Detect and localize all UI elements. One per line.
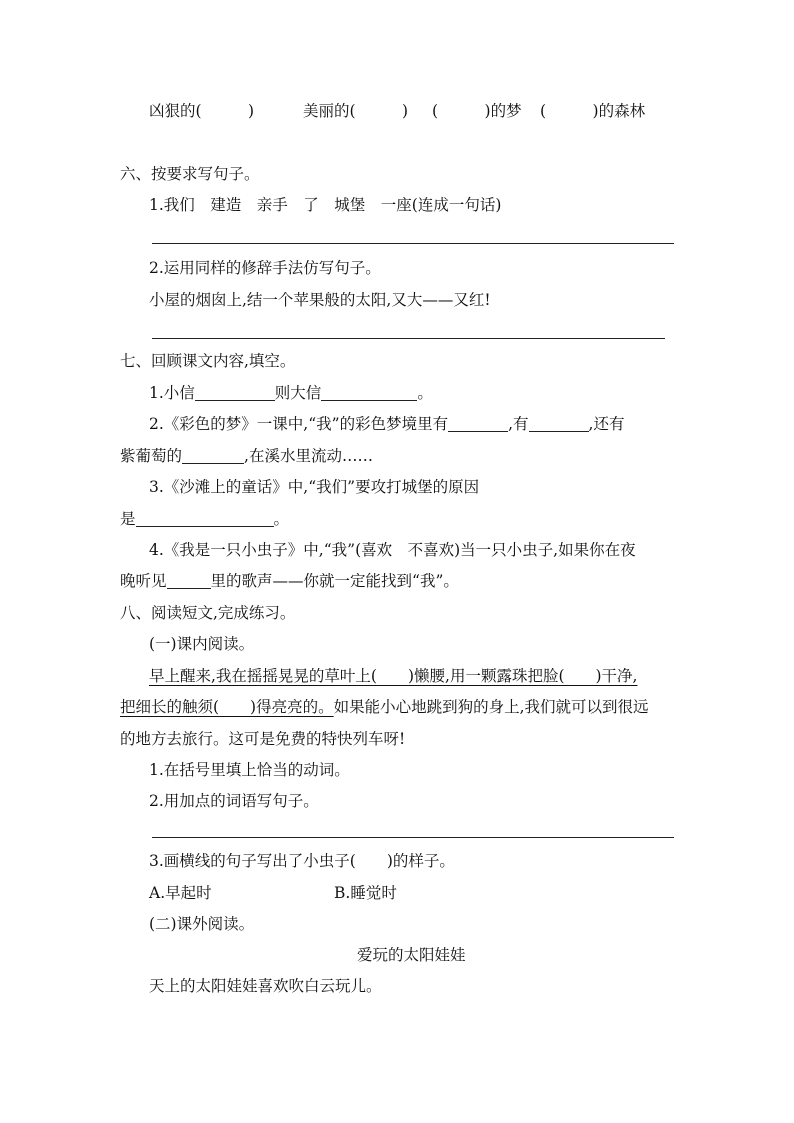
sec6-question-1: 1.我们 建造 亲手 了 城堡 一座(连成一句话) — [149, 196, 502, 214]
sec7-q4-text-c: 里的歌声——你就一定能找到“我”。 — [210, 572, 459, 590]
sec6-question-2: 2.运用同样的修辞手法仿写句子。 — [149, 259, 381, 277]
option-b: B.睡觉时 — [334, 884, 397, 902]
sec7-question-3-cont — [120, 509, 289, 529]
sec8-question-2: 2.用加点的词语写句子。 — [149, 792, 319, 810]
section-7-title: 七、回顾课文内容,填空。 — [120, 352, 296, 370]
section-8-title: 八、阅读短文,完成练习。 — [120, 604, 296, 622]
phrase-beautiful: 美丽的( ) — [303, 102, 409, 120]
passage-line-2-rest: 如果能小心地跳到狗的身上,我们就可以到很远 — [333, 698, 649, 716]
answer-line-sec6-q2[interactable] — [152, 338, 665, 339]
sec7-q1-text-c: 。 — [417, 384, 433, 402]
part-1-title: (一)课内阅读。 — [149, 635, 255, 653]
sec7-q2-text-c: ,还有 — [588, 415, 625, 433]
sec7-q1-text-a: 1.小信 — [149, 384, 195, 402]
blank-sec7-q4[interactable] — [167, 572, 211, 589]
option-a: A.早起时 — [149, 884, 212, 902]
passage-line-2 — [120, 697, 649, 717]
sec7-question-4: 4.《我是一只小虫子》中,“我”(喜欢 不喜欢)当一只小虫子,如果你在夜 — [149, 541, 636, 559]
sec7-question-2-cont — [120, 446, 373, 466]
blank-sec7-q2-b[interactable] — [529, 415, 589, 432]
part-2-title: (二)课外阅读。 — [149, 915, 255, 933]
passage-line-1: 早上醒来,我在摇摇晃晃的草叶上( )懒腰,用一颗露珠把脸( )干净, — [149, 667, 638, 685]
sec7-q3-text-c: 。 — [273, 510, 290, 528]
sec7-question-3: 3.《沙滩上的童话》中,“我们”要攻打城堡的原因 — [149, 478, 480, 496]
sec8-question-1: 1.在括号里填上恰当的动词。 — [149, 761, 350, 779]
sec7-q4-text-b: 晚听见 — [120, 572, 167, 590]
blank-sec7-q2-c[interactable] — [182, 447, 244, 464]
blank-sec7-q2-a[interactable] — [448, 415, 508, 432]
answer-line-sec8-q2[interactable] — [152, 837, 674, 838]
sec8-question-3: 3.画横线的句子写出了小虫子( )的样子。 — [149, 852, 455, 870]
passage-underlined-sentence: 把细长的触须( )得亮亮的。 — [120, 698, 334, 716]
sec7-q2-text-e: ,在溪水里流动…… — [244, 447, 373, 465]
story-line-1: 天上的太阳娃娃喜欢吹白云玩儿。 — [149, 977, 382, 995]
story-title: 爱玩的太阳娃娃 — [357, 946, 466, 964]
phrase-dream: ( )的梦 — [432, 102, 522, 120]
blank-sec7-q1-b[interactable] — [321, 384, 417, 401]
phrase-fierce: 凶狠的( ) — [149, 102, 255, 120]
sec7-q2-text-b: ,有 — [508, 415, 529, 433]
answer-line-sec6-q1[interactable] — [152, 243, 674, 244]
sec6-example-sentence: 小屋的烟囱上,结一个苹果般的太阳,又大——又红! — [149, 291, 491, 309]
sec7-question-1 — [149, 383, 433, 403]
section-6-title: 六、按要求写句子。 — [120, 165, 260, 183]
sec7-q3-text-b: 是 — [120, 510, 136, 528]
sec7-q2-text-a: 2.《彩色的梦》一课中,“我”的彩色梦境里有 — [149, 415, 449, 433]
passage-line-3: 的地方去旅行。这可是免费的特快列车呀! — [120, 730, 406, 748]
sec7-q1-text-b: 则大信 — [274, 384, 322, 402]
sec7-q2-text-d: 紫葡萄的 — [120, 447, 183, 465]
sec7-question-2 — [149, 414, 624, 434]
sec7-question-4-cont — [120, 571, 459, 591]
blank-sec7-q3[interactable] — [136, 510, 274, 527]
phrase-forest: ( )的森林 — [540, 102, 646, 120]
blank-sec7-q1-a[interactable] — [195, 384, 275, 401]
